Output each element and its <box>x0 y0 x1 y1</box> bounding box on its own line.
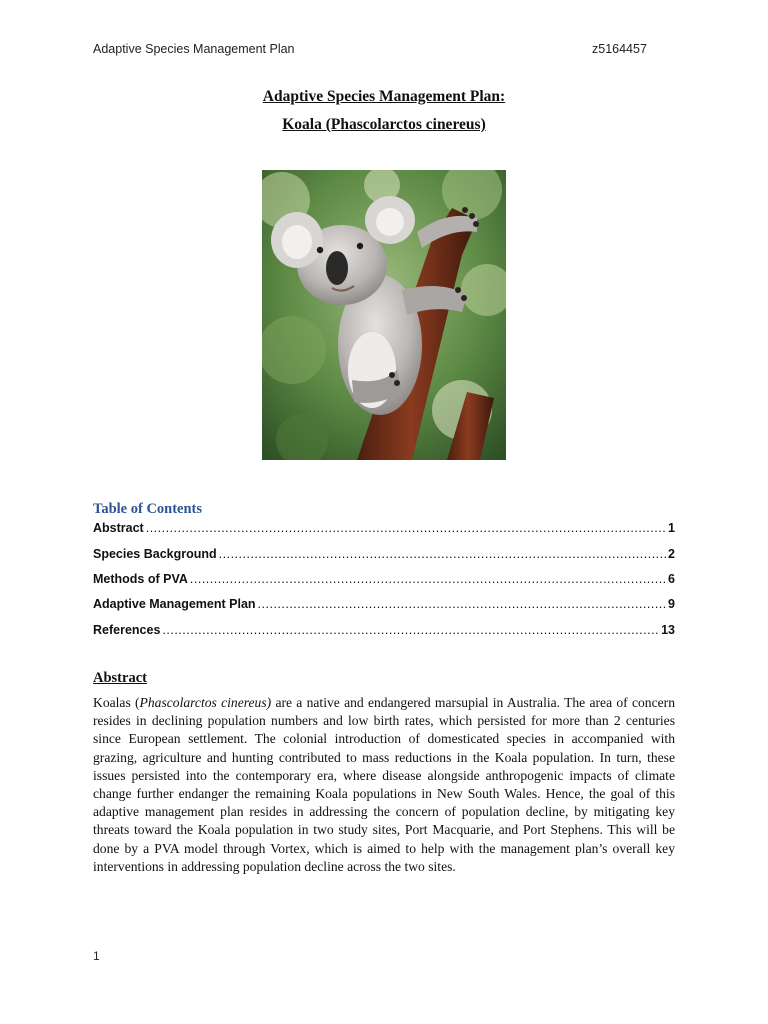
toc-entry-page: 13 <box>661 623 675 637</box>
toc-entry-label: Adaptive Management Plan <box>93 597 256 611</box>
document-subtitle: Koala (Phascolarctos cinereus) <box>282 116 486 133</box>
toc-entry-species-background[interactable] <box>93 547 675 561</box>
toc-entry-label: Abstract <box>93 521 144 535</box>
abstract-paragraph <box>93 694 675 876</box>
header-title: Adaptive Species Management Plan <box>93 42 295 56</box>
toc-entry-abstract[interactable] <box>93 521 675 535</box>
toc-leader <box>190 572 666 586</box>
toc-entry-label: References <box>93 623 161 637</box>
toc-entry-label: Species Background <box>93 547 217 561</box>
toc-entry-label: Methods of PVA <box>93 572 188 586</box>
species-name: Phascolarctos cinereus) <box>139 695 272 710</box>
koala-photo <box>262 170 506 460</box>
abstract-heading: Abstract <box>93 670 147 686</box>
toc-entry-references[interactable] <box>93 623 675 637</box>
toc-leader <box>258 597 667 611</box>
toc-leader <box>146 521 666 535</box>
toc-leader <box>162 623 659 637</box>
abstract-text-start: Koalas ( <box>93 695 140 710</box>
page-number: 1 <box>93 949 100 963</box>
toc-entry-page: 6 <box>668 572 675 586</box>
toc-entry-page: 9 <box>668 597 675 611</box>
toc-entry-page: 2 <box>668 547 675 561</box>
toc-entry-page: 1 <box>668 521 675 535</box>
toc-heading: Table of Contents <box>93 501 203 517</box>
toc-entry-adaptive-management-plan[interactable] <box>93 597 675 611</box>
header-student-id: z5164457 <box>592 42 647 56</box>
toc-leader <box>219 547 666 561</box>
document-title: Adaptive Species Management Plan: <box>262 88 506 105</box>
toc-entry-methods-of-pva[interactable] <box>93 572 675 586</box>
abstract-text-rest: are a native and endangered marsupial in Australia. The area of concern resides in declining population numbers and low birth rates, which persisted for more than 2 centuries since European settlement. The colonial introduction of domesticated species in accompanied with grazing, agriculture and hunting contributed to mass reductions in the Koala population. In turn, these issues persisted into the contemporary era, where disease alongside anthropogenic impacts of climate change further endanger the remaining Koala populations in New South Wales. Hence, the goal of this adaptive management plan resides in addressing the concern of population decline, by mitigating key threats toward the Koala population in two study sites, Port Macquarie, and Port Stephens. This will be done by a PVA model through Vortex, which is aimed to help with the management plan’s overall key interventions in addressing population decline across the two sites. <box>93 695 675 874</box>
